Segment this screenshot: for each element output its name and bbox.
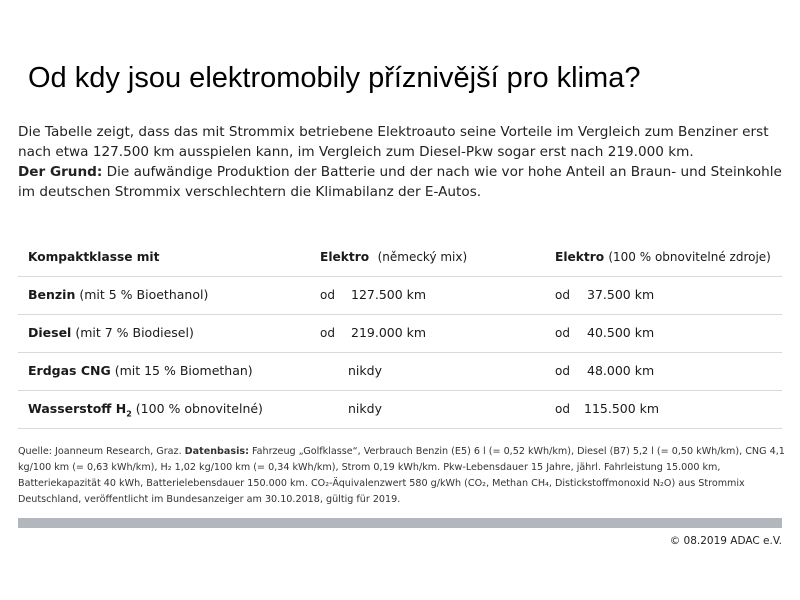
de-value: 219.000 km xyxy=(351,325,427,340)
table-row xyxy=(18,314,782,353)
source-basis-label: Datenbasis: xyxy=(184,446,249,457)
fuel-detail: (mit 15 % Biomethan) xyxy=(110,363,253,378)
fuel-detail: (mit 7 % Biodiesel) xyxy=(71,325,194,340)
re-prefix: od xyxy=(555,402,570,416)
de-value: nikdy xyxy=(348,363,382,378)
row-label xyxy=(28,314,194,352)
header-electro-de xyxy=(320,238,467,276)
table-header-row xyxy=(18,238,782,277)
fuel-detail: (mit 5 % Bioethanol) xyxy=(75,287,209,302)
fuel-name: Diesel xyxy=(28,325,72,340)
table-row xyxy=(18,276,782,315)
source-prefix: Quelle: Joanneum Research, Graz. xyxy=(18,446,185,457)
fuel-name: Benzin xyxy=(28,287,76,302)
de-prefix: od xyxy=(320,288,335,302)
copyright: © 08.2019 ADAC e.V. xyxy=(669,535,782,547)
fuel-name: Wasserstoff H xyxy=(28,401,127,416)
de-value: nikdy xyxy=(348,401,382,416)
re-value: 115.500 km xyxy=(584,401,660,416)
source-text: Fahrzeug „Golfklasse“, Verbrauch Benzin (E5) 6 l (= 0,52 kWh/km), Diesel (B7) 5,2 l (= 0,50 kWh/km), CNG 4,1 kg/100 km (= 0,63 kWh/km), H₂ 1,02 kg/100 km (= 0,34 kWh/km), Strom 0,19 kWh/km. Pkw-Lebensdauer 15 Jahre, jährl. Fahrleistung 15.000 km, Batteriekapazität 40 kWh, Batterielebensdauer 150.000 km. CO₂-Äquivalenzwert 580 g/kWh (CO₂, Methan CH₄, Distickstoffmonoxid N₂O) aus Strommix Deutschland, veröffentlicht im Bundesanzeiger am 30.10.2018, gültig für 2019. xyxy=(18,446,785,505)
table-row xyxy=(18,352,782,391)
table-row xyxy=(18,390,782,429)
intro-paragraph xyxy=(18,122,788,202)
header-electro-renewable xyxy=(555,238,771,276)
fuel-name-subscript: 2 xyxy=(126,409,132,419)
row-label xyxy=(28,352,253,390)
re-prefix: od xyxy=(555,288,570,302)
intro-reason xyxy=(18,162,788,202)
fuel-name: Erdgas CNG xyxy=(28,363,111,378)
row-label xyxy=(28,276,208,314)
divider-bar xyxy=(18,518,782,528)
fuel-detail: (100 % obnovitelné) xyxy=(131,401,263,416)
row-label xyxy=(28,390,263,428)
header-electro-re-sub: (100 % obnovitelné zdroje) xyxy=(608,250,771,264)
reason-text: Die aufwändige Produktion der Batterie und der nach wie vor hohe Anteil an Braun- und Steinkohle im deutschen Strommix verschlechtern die Klimabilanz der E-Autos. xyxy=(18,164,782,200)
page-title: Od kdy jsou elektromobily příznivější pro klima? xyxy=(28,62,641,94)
source-note xyxy=(18,444,788,508)
re-value: 48.000 km xyxy=(587,363,655,378)
re-prefix: od xyxy=(555,364,570,378)
header-vehicle: Kompaktklasse mit xyxy=(28,250,160,264)
header-electro-de-label: Elektro xyxy=(320,250,370,264)
re-value: 40.500 km xyxy=(587,325,655,340)
intro-line: Die Tabelle zeigt, dass das mit Strommix betriebene Elektroauto seine Vorteile im Vergleich zum Benziner erst nach etwa 127.500 km ausspielen kann, im Vergleich zum Diesel-Pkw sogar erst nach 219.000 km. xyxy=(18,124,769,160)
reason-label: Der Grund: xyxy=(18,164,103,180)
header-electro-re-label: Elektro xyxy=(555,250,605,264)
header-electro-de-sub: (německý mix) xyxy=(377,250,468,264)
de-prefix: od xyxy=(320,326,335,340)
re-prefix: od xyxy=(555,326,570,340)
de-value: 127.500 km xyxy=(351,287,427,302)
re-value: 37.500 km xyxy=(587,287,655,302)
